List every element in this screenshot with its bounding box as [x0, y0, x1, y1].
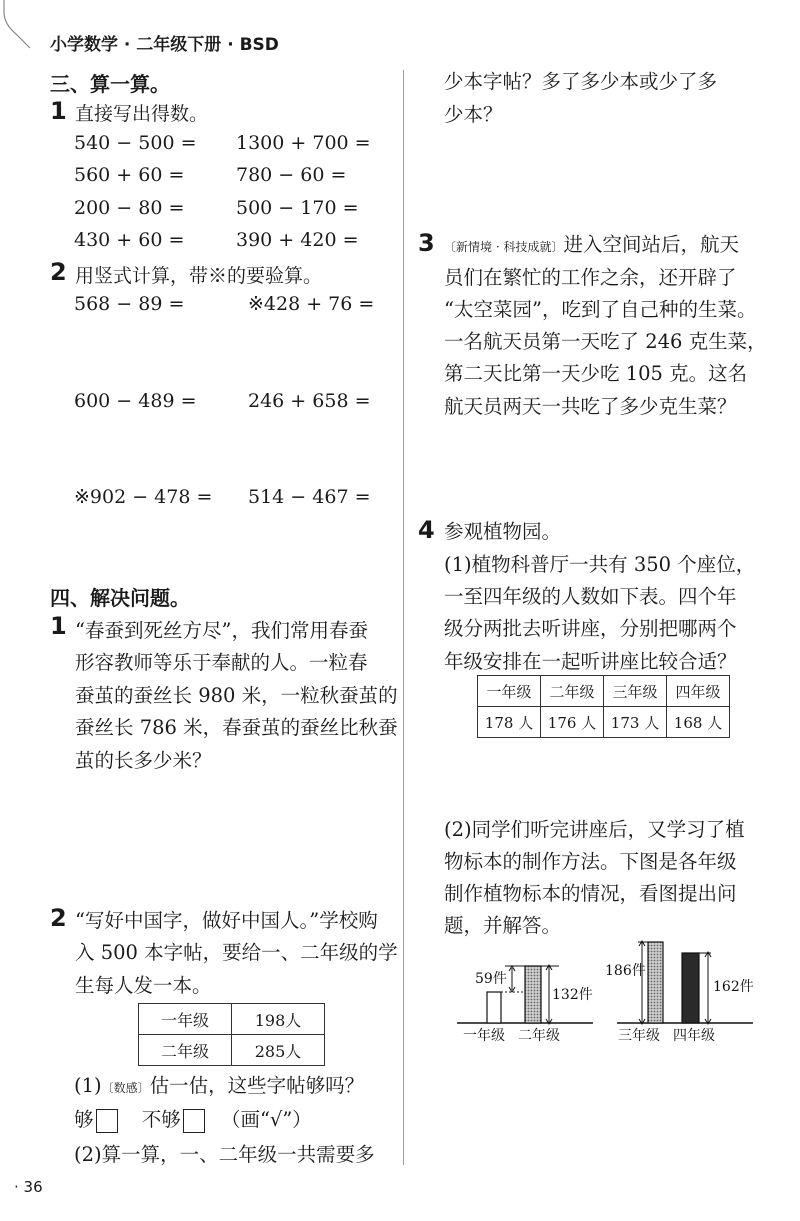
table-cell: 285人: [232, 1035, 325, 1066]
s3-q1-eq: 1300 + 700 =: [236, 132, 371, 154]
s4-q2-line: 生每人发一本。: [75, 974, 212, 997]
bar-grade3: [648, 942, 663, 1023]
table-header: 二年级: [541, 676, 604, 707]
table-cell: 198人: [232, 1004, 325, 1035]
s4-q1-number: 1: [50, 612, 67, 640]
label-186: 186件: [605, 963, 646, 979]
s3-q2-number: 2: [50, 258, 67, 286]
s4-q2-sub2-cont: 少本？: [444, 103, 503, 126]
s4-q3-line: “太空菜园”，吃到了自己种的生菜。: [444, 298, 757, 321]
s4-q4-p1-line: (1)植物科普厅一共有 350 个座位，: [444, 553, 756, 576]
s3-q2-eq: 600 − 489 =: [74, 390, 197, 412]
s4-q2-number: 2: [50, 904, 67, 932]
table-header: 一年级: [478, 676, 541, 707]
s3-q2-eq: 246 + 658 =: [248, 390, 371, 412]
s3-q1-eq: 390 + 420 =: [236, 229, 359, 251]
s4-q4-number: 4: [418, 516, 435, 544]
table-row: [139, 1035, 325, 1066]
s4-q4-p1-line: 一至四年级的人数如下表。四个年: [444, 585, 737, 608]
category-label: 一年级: [463, 1028, 505, 1044]
s3-q2-eq: ※902 − 478 =: [74, 486, 213, 508]
s3-q2-eq: 568 − 89 =: [74, 293, 185, 315]
s3-q1-prompt: 直接写出得数。: [75, 103, 209, 125]
label-132: 132件: [552, 987, 593, 1003]
label-59: 59件: [475, 971, 507, 987]
not-enough-label: 不够: [141, 1108, 181, 1131]
specimen-bar-chart: [455, 935, 755, 1045]
s4-q3-line: 第二天比第一天少吃 105 克。这名: [444, 362, 748, 385]
s4-q1-line: “春蚕到死丝方尽”，我们常用春蚕: [75, 619, 368, 642]
category-label: 四年级: [673, 1028, 715, 1044]
bar-grade4: [682, 953, 699, 1023]
s4-q4-p1-line: 级分两批去听讲座，分别把哪两个: [444, 617, 737, 640]
header-title: 小学数学 · 二年级下册 · BSD: [50, 35, 279, 55]
table-cell: 一年级: [139, 1004, 232, 1035]
s4-q2-sub2: (2)算一算，一、二年级一共需要多: [74, 1143, 375, 1166]
s3-q1-eq: 500 − 170 =: [236, 197, 359, 219]
table-header: 四年级: [667, 676, 730, 707]
section4-title: 四、解决问题。: [50, 586, 190, 610]
q3-tag: 〔新情境 · 科技成就〕: [444, 240, 564, 254]
section3-title: 三、算一算。: [50, 72, 170, 96]
enough-checkbox[interactable]: [96, 1109, 118, 1133]
table-cell: 168 人: [667, 707, 730, 738]
hint-text: （画“√”）: [220, 1108, 312, 1131]
table-header: 三年级: [604, 676, 667, 707]
s4-q4-title: 参观植物园。: [444, 520, 562, 543]
enough-label: 够: [74, 1108, 94, 1131]
category-label: 二年级: [518, 1028, 560, 1044]
s3-q1-eq: 540 − 500 =: [74, 132, 197, 154]
s4-q2-sub1: [74, 1070, 364, 1098]
s3-q1-eq: 430 + 60 =: [74, 229, 185, 251]
page-number: · 36: [14, 1178, 43, 1196]
s4-q1-line: 形容教师等乐于奉献的人。一粒春: [75, 651, 368, 674]
bar-grade1: [487, 992, 501, 1023]
s3-q1-eq: 780 − 60 =: [236, 164, 347, 186]
s3-q1-eq: 560 + 60 =: [74, 164, 185, 186]
s4-q4-p2-line: (2)同学们听完讲座后，又学习了植: [444, 818, 745, 841]
s4-q4-p2-line: 制作植物标本的情况，看图提出问: [444, 882, 737, 905]
s4-q3-firstline: [444, 229, 739, 257]
sub1-prefix: (1): [74, 1074, 102, 1097]
s4-q2-line: 入 500 本字帖，要给一、二年级的学: [75, 941, 398, 964]
s4-q3-line: 航天员两天一共吃了多少克生菜？: [444, 395, 737, 418]
table-cell: 178 人: [478, 707, 541, 738]
s3-q1-number: 1: [50, 97, 67, 125]
s4-q3-line: 一名航天员第一天吃了 246 克生菜，: [444, 330, 767, 353]
label-162: 162件: [713, 979, 754, 995]
table-row: [139, 1004, 325, 1035]
s3-q2-prompt: 用竖式计算，带※的要验算。: [75, 265, 323, 287]
table-cell: 176 人: [541, 707, 604, 738]
s3-q1-eq: 200 − 80 =: [74, 197, 185, 219]
s4-q1-line: 茧的长多少米？: [75, 749, 212, 772]
grade-count-table: [138, 1003, 325, 1066]
s4-q4-p2-line: 物标本的制作方法。下图是各年级: [444, 850, 737, 873]
s3-q2-eq: ※428 + 76 =: [248, 293, 375, 315]
category-label: 三年级: [618, 1028, 660, 1044]
s4-q2-choice: [74, 1104, 312, 1133]
s4-q3-number: 3: [418, 229, 435, 257]
bar-grade2: [525, 966, 541, 1023]
table-row: [478, 707, 730, 738]
s4-q4-p1-line: 年级安排在一起听讲座比较合适？: [444, 650, 737, 673]
table-cell: 173 人: [604, 707, 667, 738]
s4-q1-line: 蚕丝长 786 米，春蚕茧的蚕丝比秋蚕: [75, 716, 398, 739]
column-divider: [403, 70, 404, 1165]
sub1-tag: 〔数感〕: [101, 1081, 150, 1095]
q3-first: 进入空间站后，航天: [563, 233, 739, 256]
corner-mark: [0, 0, 40, 60]
sub1-text: 估一估，这些字帖够吗？: [149, 1074, 365, 1097]
table-cell: 二年级: [139, 1035, 232, 1066]
s4-q2-line: “写好中国字，做好中国人。”学校购: [75, 909, 378, 932]
s4-q3-line: 员们在繁忙的工作之余，还开辟了: [444, 266, 737, 289]
s4-q2-sub2-cont: 少本字帖？多了多少本或少了多: [444, 70, 718, 93]
s4-q4-p2-line: 题，并解答。: [444, 914, 562, 937]
s3-q2-eq: 514 − 467 =: [248, 486, 371, 508]
s4-q1-line: 蚕茧的蚕丝长 980 米，一粒秋蚕茧的: [75, 684, 398, 707]
not-enough-checkbox[interactable]: [183, 1109, 205, 1133]
table-row: [478, 676, 730, 707]
grade-people-table: [477, 675, 730, 738]
